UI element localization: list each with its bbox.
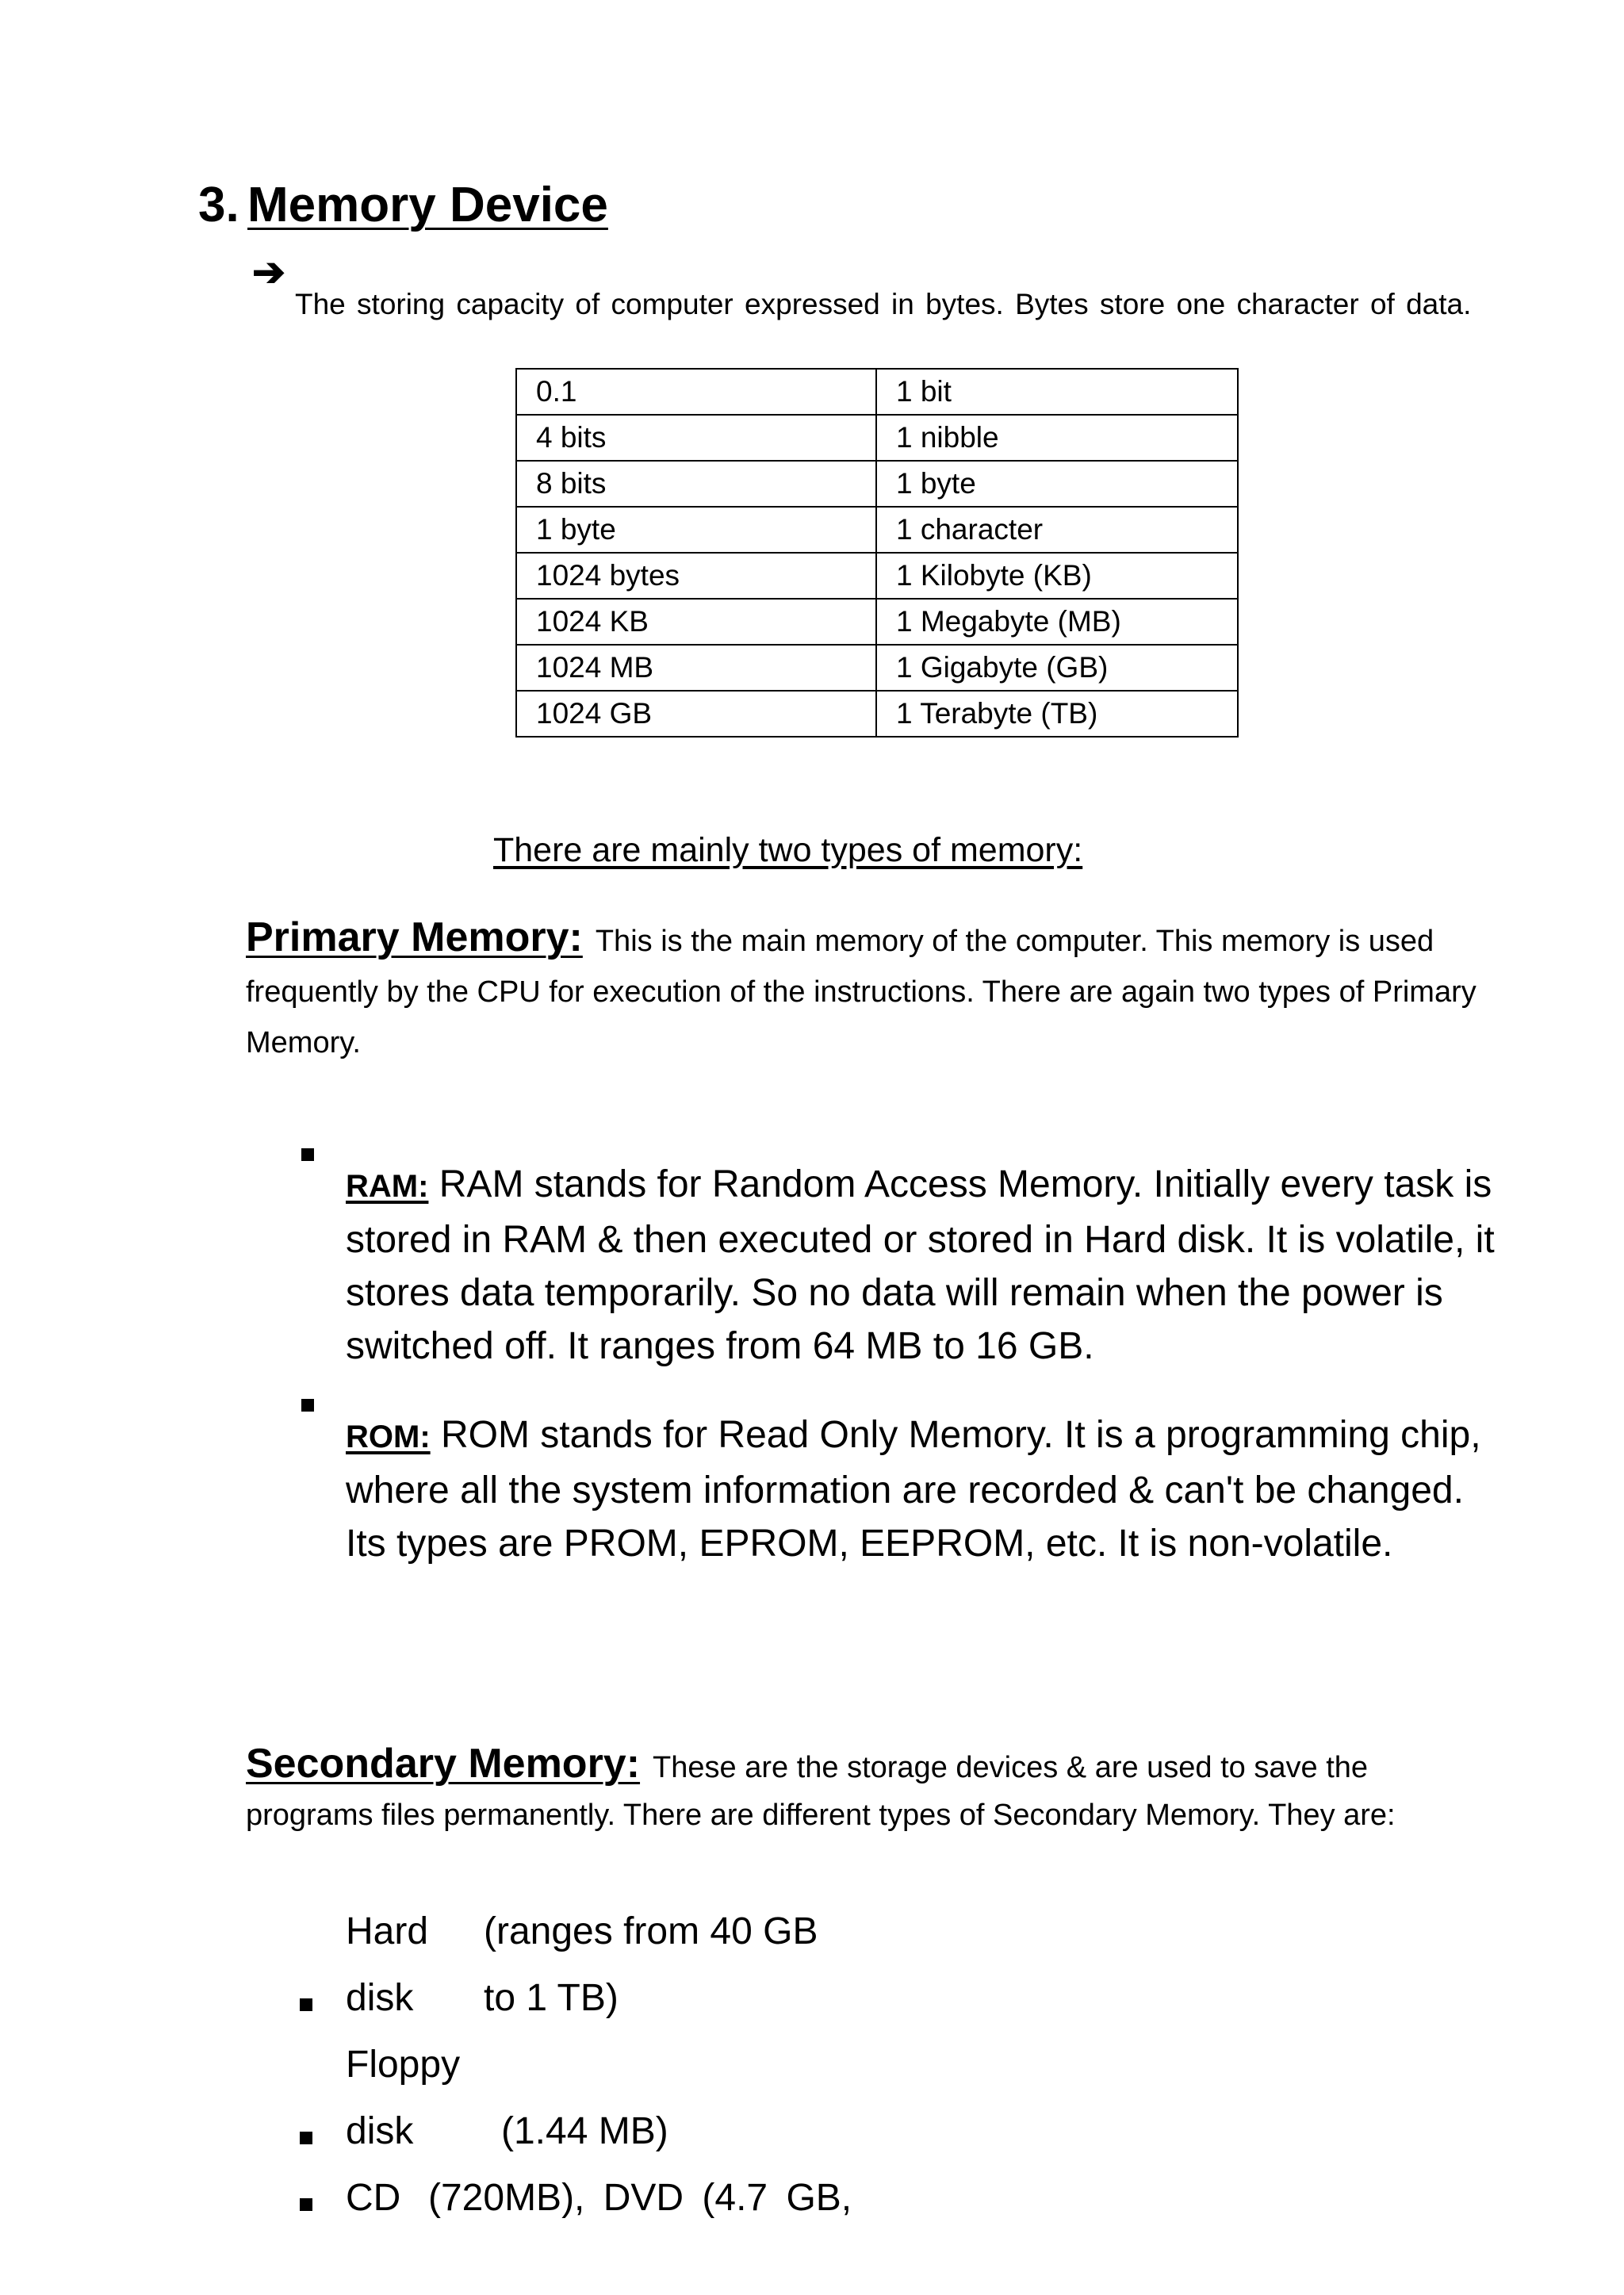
ram-text: RAM stands for Random Access Memory. Initially every task is stored in RAM & then executed or stored in Hard disk. It is volatile, it stores data temporarily. So no data will remain when the power is switched off. It ranges from 64 MB to 16 GB. (346, 1163, 1495, 1367)
units-table-quantity-cell: 1 byte (516, 507, 876, 553)
rom-tag: ROM: (346, 1420, 431, 1454)
units-table-unit-cell: 1 Terabyte (TB) (876, 691, 1238, 737)
arrow-icon: ➔ (252, 250, 285, 294)
units-table-quantity-cell: 0.1 (516, 369, 876, 415)
heading-number: 3. (198, 178, 239, 232)
units-table-unit-cell: 1 character (876, 507, 1238, 553)
units-table-row (516, 369, 1238, 415)
units-table-unit-cell: 1 byte (876, 461, 1238, 507)
units-table-unit-cell: 1 Gigabyte (GB) (876, 645, 1238, 691)
units-table-quantity-cell: 4 bits (516, 415, 876, 461)
secondary-memory-text: These are the storage devices & are used to save the programs files permanently. There are different types of Secondary Memory. They are: (246, 1751, 1396, 1832)
heading-title: Memory Device (247, 178, 608, 232)
hard-disk-detail-line2: to 1 TB) (484, 1977, 619, 2019)
units-table-quantity-cell: 1024 MB (516, 645, 876, 691)
units-table-quantity-cell: 1024 bytes (516, 553, 876, 599)
floppy-disk-name-line1: Floppy (346, 2044, 461, 2086)
units-table-quantity-cell: 1024 GB (516, 691, 876, 737)
floppy-disk-detail: (1.44 MB) (501, 2110, 668, 2152)
primary-memory-label: Primary Memory: (246, 914, 583, 960)
cd-dvd-name: CD (346, 2177, 401, 2219)
bullet-icon (300, 1998, 312, 2011)
primary-memory-text: This is the main memory of the computer. This memory is used frequently by the CPU for execution of the instructions. There are again two types of Primary Memory. (246, 925, 1477, 1059)
units-table-row (516, 507, 1238, 553)
hard-disk-name-line1: Hard (346, 1910, 429, 1952)
bullet-icon (301, 1399, 314, 1412)
units-table-quantity-cell: 1024 KB (516, 599, 876, 645)
bullet-icon (301, 1148, 314, 1161)
bullet-icon (300, 2198, 312, 2211)
hard-disk-detail-line1: (ranges from 40 GB (484, 1910, 818, 1952)
section-heading (198, 178, 608, 232)
units-table-row (516, 415, 1238, 461)
units-table-row (516, 553, 1238, 599)
units-table-row (516, 645, 1238, 691)
types-note: There are mainly two types of memory: (493, 831, 1083, 869)
units-table-row (516, 461, 1238, 507)
units-table-unit-cell: 1 Kilobyte (KB) (876, 553, 1238, 599)
bullet-icon (300, 2132, 312, 2144)
units-table-quantity-cell: 8 bits (516, 461, 876, 507)
secondary-memory-paragraph (246, 1740, 1499, 1839)
ram-item (346, 1158, 1511, 1373)
ram-tag: RAM: (346, 1169, 429, 1204)
rom-text: ROM stands for Read Only Memory. It is a programming chip, where all the system information are recorded & can't be changed. Its types are PROM, EPROM, EEPROM, etc. It is non-volatile. (346, 1414, 1481, 1565)
units-table (515, 368, 1239, 738)
units-table-row (516, 599, 1238, 645)
units-table-unit-cell: 1 nibble (876, 415, 1238, 461)
units-table-unit-cell: 1 Megabyte (MB) (876, 599, 1238, 645)
secondary-memory-label: Secondary Memory: (246, 1741, 641, 1787)
intro-paragraph: The storing capacity of computer expressed in bytes. Bytes store one character of data. (295, 288, 1472, 320)
rom-item (346, 1408, 1511, 1570)
units-table-unit-cell: 1 bit (876, 369, 1238, 415)
units-table-row (516, 691, 1238, 737)
cd-dvd-detail: (720MB), DVD (4.7 GB, (428, 2177, 852, 2219)
floppy-disk-name-line2: disk (346, 2110, 414, 2152)
hard-disk-name-line2: disk (346, 1977, 414, 2019)
primary-memory-paragraph (246, 912, 1499, 1068)
